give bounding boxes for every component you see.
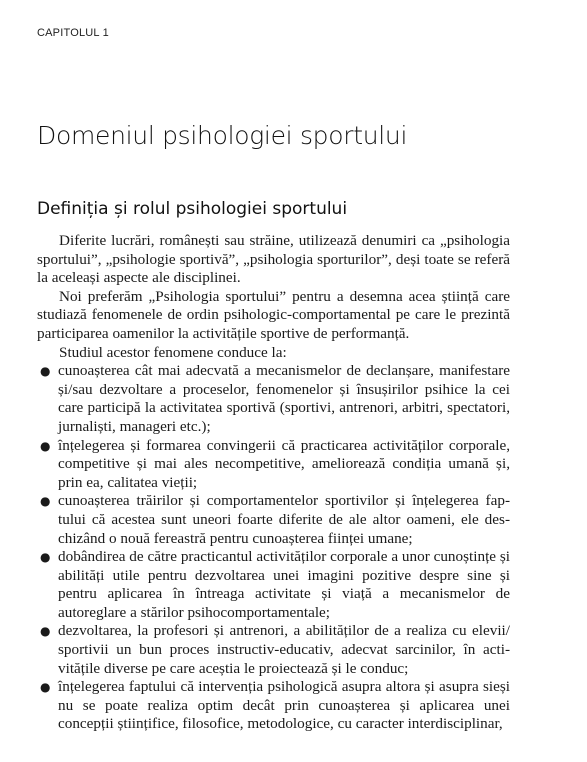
bullet-icon: ● (40, 550, 51, 565)
bullet-icon: ● (40, 624, 51, 639)
paragraph: Noi preferăm „Psihologia sportului” pentru a desemna acea știință care studiază fenomenele de ordin psihologic-comportamental pe care le prezintă participarea oamenilor la activitățile sportive de performanță. (37, 287, 510, 342)
list-item (37, 678, 510, 734)
chapter-title: Domeniul psihologiei sportului (37, 121, 408, 150)
list-item (37, 437, 510, 493)
list-item-text: dezvoltarea, la profesori și antrenori, a abilităților de a realiza cu elevii/ sportivii un bun proces instructiv-educativ, adecvat sarcinilor, în activitățile diverse pe care aceștia le proiectează și le conduc; (58, 622, 510, 677)
body-text (37, 232, 510, 734)
list-item (37, 362, 510, 436)
bullet-icon: ● (40, 364, 51, 379)
bullet-list (37, 362, 510, 734)
bullet-icon: ● (40, 438, 51, 453)
list-item-text: cunoașterea trăirilor și comportamentelor sportivilor și înțelegerea faptului că acestea sunt uneori foarte diferite de ale altor oameni, ele deschizând o nouă fereastră pentru cunoașterea ființei umane; (58, 492, 510, 547)
bullet-icon: ● (40, 494, 51, 509)
list-item (37, 548, 510, 622)
section-title: Definiția și rolul psihologiei sportului (37, 199, 348, 219)
list-item (37, 492, 510, 548)
list-item-text: înțelegerea faptului că intervenția psihologică asupra altora și asupra sieși nu se poate realiza optim decât prin cunoașterea și aplicarea unei concepții științifice, filosofice, metodologice, cu caracter interdisciplinar, (58, 678, 510, 733)
chapter-label: CAPITOLUL 1 (37, 27, 109, 39)
bullet-icon: ● (40, 680, 51, 695)
list-item (37, 622, 510, 678)
paragraph: Diferite lucrări, românești sau străine, utilizează denumiri ca „psihologia sportului”, „psihologie sportivă”, „psihologia sporturilor”, deși toate se referă la aceleași aspecte ale disciplinei. (37, 232, 510, 287)
list-item-text: cunoașterea cât mai adecvată a mecanismelor de declanșare, manifestare și/sau dezvoltare a proceselor, fenomenelor și însușirilor psihice la cei care participă la activitatea sportivă (sportivi, antrenori, arbitri, spectatori, jurnaliști, manageri etc.); (58, 362, 510, 435)
list-item-text: înțelegerea și formarea convingerii că practicarea activităților corporale, competitive și mai ales necompetitive, ameliorează condiția umană și, prin ea, calitatea vieții; (58, 436, 510, 491)
paragraph: Studiul acestor fenomene conduce la: (59, 343, 287, 361)
list-item-text: dobândirea de către practicantul activităților corporale a unor cunoștințe și abilități utile pentru dezvoltarea unei imagini pozitive despre sine și pentru aplicarea în întreaga activitate și viață a mecanismelor de autoreglare a stărilor psihocomportamentale; (58, 548, 510, 621)
